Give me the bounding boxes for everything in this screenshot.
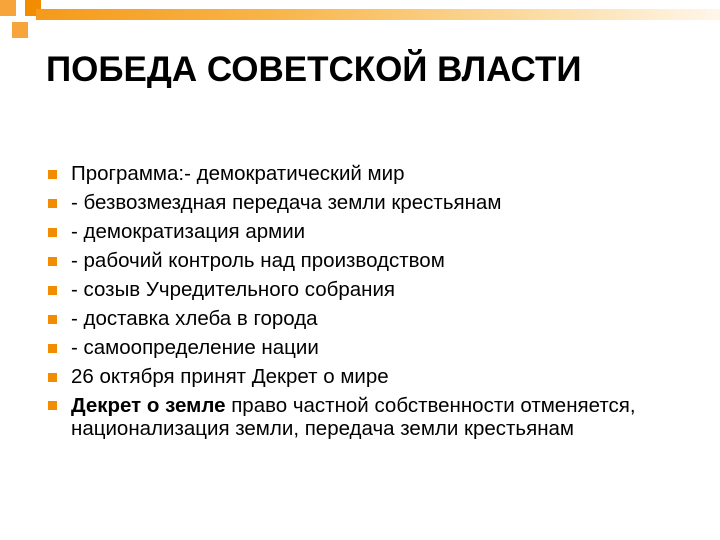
square-bullet-icon: [48, 401, 57, 410]
bullet-text: - рабочий контроль над производством: [71, 249, 445, 272]
bullet-text: Программа:- демократический мир: [71, 162, 405, 185]
list-item: [46, 246, 706, 275]
top-gradient-bar: [36, 9, 720, 20]
bullet-text: 26 октября принят Декрет о мире: [71, 365, 389, 388]
slide-title: ПОБЕДА СОВЕТСКОЙ ВЛАСТИ: [46, 50, 582, 89]
square-bullet-icon: [48, 373, 57, 382]
list-item: [46, 362, 706, 391]
corner-square-top-left: [0, 0, 16, 16]
bullet-bold-text: Декрет о земле: [71, 394, 226, 417]
corner-decoration: [0, 0, 60, 45]
list-item: [46, 333, 706, 362]
square-bullet-icon: [48, 344, 57, 353]
list-item: [46, 217, 706, 246]
bullet-list: [46, 159, 706, 440]
square-bullet-icon: [48, 315, 57, 324]
list-item: [46, 188, 706, 217]
square-bullet-icon: [48, 199, 57, 208]
bullet-text: - безвозмездная передача земли крестьянам: [71, 191, 502, 214]
corner-square-bottom: [12, 22, 28, 38]
list-item: [46, 275, 706, 304]
bullet-text: - самоопределение нации: [71, 336, 319, 359]
list-item: [46, 159, 706, 188]
bullet-text: - демократизация армии: [71, 220, 306, 243]
square-bullet-icon: [48, 286, 57, 295]
list-item: [46, 304, 706, 333]
bullet-text: право частной собственности отменяется, национализация земли, передача земли крестьянам: [71, 394, 636, 440]
bullet-text: - созыв Учредительного собрания: [71, 278, 396, 301]
bullet-text: - доставка хлеба в города: [71, 307, 318, 330]
square-bullet-icon: [48, 170, 57, 179]
list-item: [46, 391, 706, 440]
square-bullet-icon: [48, 257, 57, 266]
square-bullet-icon: [48, 228, 57, 237]
